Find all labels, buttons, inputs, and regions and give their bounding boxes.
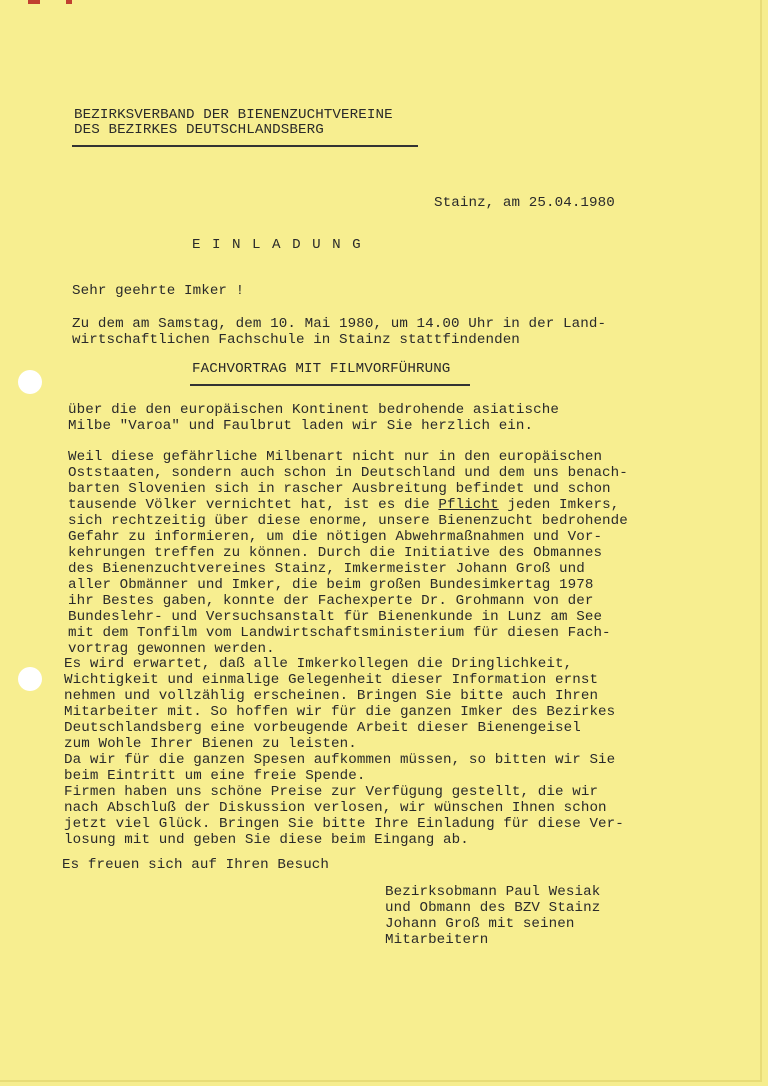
body-line: vortrag gewonnen werden. [68,641,275,657]
body-line: zum Wohle Ihrer Bienen zu leisten. [64,736,357,752]
body-line: ihr Bestes gaben, konnte der Fachexperte Dr. Grohmann von der [68,593,594,609]
body-line: Weil diese gefährliche Milbenart nicht nur in den europäischen [68,449,603,465]
body-line: kehrungen treffen zu können. Durch die Initiative des Obmannes [68,545,603,561]
subheading: FACHVORTRAG MIT FILMVORFÜHRUNG [192,361,451,377]
body-line: mit dem Tonfilm vom Landwirtschaftsministerium für diesen Fach- [68,625,611,641]
paper-mark [66,0,72,4]
body-line: losung mit und geben Sie diese beim Eingang ab. [64,832,469,848]
signature-line: Mitarbeitern [385,932,489,948]
topic-line: Milbe "Varoa" und Faulbrut laden wir Sie herzlich ein. [68,418,534,434]
date-line: Stainz, am 25.04.1980 [434,195,615,211]
body-line: Wichtigkeit und einmalige Gelegenheit dieser Information ernst [64,672,599,688]
body-line: jetzt viel Glück. Bringen Sie bitte Ihre Einladung für diese Ver- [64,816,624,832]
intro-line: Zu dem am Samstag, dem 10. Mai 1980, um 14.00 Uhr in der Land- [72,316,607,332]
closing-line: Es freuen sich auf Ihren Besuch [62,857,330,873]
punch-hole [18,667,42,691]
letterhead-line: DES BEZIRKES DEUTSCHLANDSBERG [74,122,324,138]
body-line: Da wir für die ganzen Spesen aufkommen müssen, so bitten wir Sie [64,752,616,768]
body-line: Mitarbeiter mit. So hoffen wir für die ganzen Imker des Bezirkes [64,704,616,720]
body-line: Bundeslehr- und Versuchsanstalt für Bienenkunde in Lunz am See [68,609,603,625]
body-line: Oststaaten, sondern auch schon in Deutschland und dem uns benach- [68,465,628,481]
body-line: Gefahr zu informieren, um die nötigen Abwehrmaßnahmen und Vor- [68,529,603,545]
body-line: Es wird erwartet, daß alle Imkerkollegen die Dringlichkeit, [64,656,573,672]
signature-line: Bezirksobmann Paul Wesiak [385,884,601,900]
signature-line: und Obmann des BZV Stainz [385,900,601,916]
body-line [68,498,619,514]
body-line: beim Eintritt um eine freie Spende. [64,768,366,784]
topic-line: über die den europäischen Kontinent bedrohende asiatische [68,402,559,418]
body-line: Firmen haben uns schöne Preise zur Verfügung gestellt, die wir [64,784,599,800]
body-line: sich rechtzeitig über diese enorme, unsere Bienenzucht bedrohende [68,513,628,529]
salutation: Sehr geehrte Imker ! [72,283,245,299]
body-line: Deutschlandsberg eine vorbeugende Arbeit dieser Bienengeisel [64,720,581,736]
subheading-rule [190,384,470,386]
intro-line: wirtschaftlichen Fachschule in Stainz stattfindenden [72,332,520,348]
emphasized-word: Pflicht [438,497,499,513]
body-line: barten Slovenien sich in rascher Ausbreitung befindet und schon [68,481,611,497]
body-line: nach Abschluß der Diskussion verlosen, wir wünschen Ihnen schon [64,800,607,816]
paper-mark [28,0,40,4]
letterhead-rule [72,145,418,147]
punch-hole [18,370,42,394]
body-line: aller Obmänner und Imker, die beim großen Bundesimkertag 1978 [68,577,594,593]
heading: EINLADUNG [192,237,373,253]
body-text-segment: jeden Imkers, [498,497,620,513]
signature-line: Johann Groß mit seinen [385,916,575,932]
body-text-segment: tausende Völker vernichtet hat, ist es die [68,497,439,513]
body-line: des Bienenzuchtvereines Stainz, Imkermeister Johann Groß und [68,561,585,577]
body-line: nehmen und vollzählig erscheinen. Bringen Sie bitte auch Ihren [64,688,599,704]
letterhead-line: BEZIRKSVERBAND DER BIENENZUCHTVEREINE [74,107,393,123]
